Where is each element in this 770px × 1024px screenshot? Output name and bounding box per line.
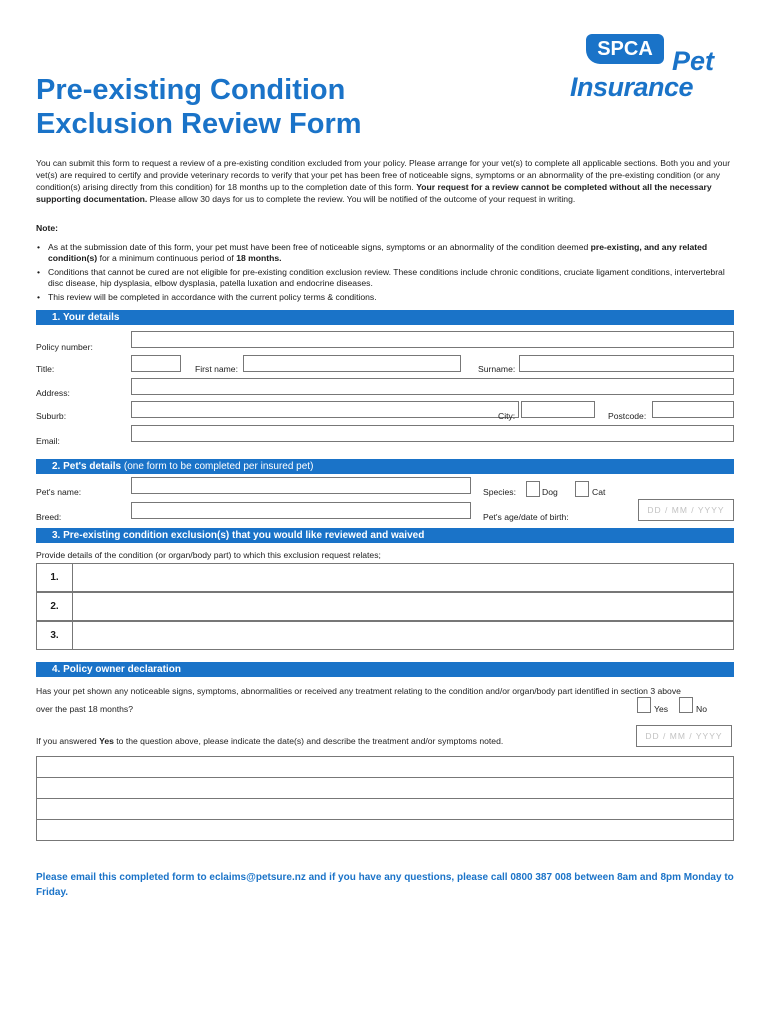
pets-name-label: Pet's name: xyxy=(36,487,82,497)
species-label: Species: xyxy=(483,487,516,497)
declaration-question-line-1: Has your pet shown any noticeable signs, symptoms, abnormalities or received any treatment relating to the condition and/or organ/body part identified in section 3 above xyxy=(36,686,681,696)
section-2-title: 2. Pet's details xyxy=(52,461,122,472)
note-b1-start: As at the submission date of this form, your pet must have been free of noticeable signs, symptoms or an abnormality of the condition deemed xyxy=(48,242,589,252)
section-4-title: 4. Policy owner declaration xyxy=(52,664,181,675)
policy-number-label: Policy number: xyxy=(36,342,93,352)
email-label: Email: xyxy=(36,436,60,446)
pet-age-label: Pet's age/date of birth: xyxy=(483,512,569,522)
condition-row-1[interactable] xyxy=(36,563,734,592)
section-4-heading xyxy=(36,662,734,677)
dog-checkbox[interactable] xyxy=(526,481,540,497)
condition-number-1: 1. xyxy=(37,564,73,591)
logo-badge: SPCA xyxy=(586,34,664,64)
logo-pet: Pet xyxy=(672,46,715,76)
logo-insurance: Insurance xyxy=(570,72,694,102)
page-title xyxy=(36,73,362,141)
first-name-label: First name: xyxy=(195,364,238,374)
section-1-title: 1. Your details xyxy=(52,312,120,323)
note-bullets xyxy=(36,242,736,306)
suburb-label: Suburb: xyxy=(36,411,67,421)
note-bullet-2: • Conditions that cannot be cured are not eligible for pre-existing condition exclusion review. These conditions include chronic conditions, cruciate ligament conditions, intervertebral disc disease, hip dysplasia, elbow dysplasia, patella luxation and endocrine diseases. xyxy=(36,267,736,289)
section-3-instruction: Provide details of the condition (or organ/body part) to which this exclusion request relates; xyxy=(36,550,381,560)
treatment-description-row-4[interactable] xyxy=(36,819,734,841)
condition-row-3[interactable] xyxy=(36,621,734,650)
condition-row-2[interactable] xyxy=(36,592,734,621)
city-input[interactable] xyxy=(521,401,595,418)
surname-label: Surname: xyxy=(478,364,516,374)
section-2-heading xyxy=(36,459,734,474)
breed-input[interactable] xyxy=(131,502,471,519)
title-line-2: Exclusion Review Form xyxy=(36,108,362,140)
followup-start: If you answered xyxy=(36,736,97,746)
no-label: No xyxy=(696,704,707,714)
title-input[interactable] xyxy=(131,355,181,372)
policy-number-input[interactable] xyxy=(131,331,734,348)
condition-number-3: 3. xyxy=(37,622,73,649)
treatment-description-row-1[interactable] xyxy=(36,756,734,778)
spca-pet-insurance-logo xyxy=(566,32,738,106)
condition-number-2: 2. xyxy=(37,593,73,620)
intro-bold: Your request for a review cannot be completed without all the necessary supporting documentation. xyxy=(36,182,712,204)
note-bullet-3: • This review will be completed in accordance with the current policy terms & conditions. xyxy=(36,292,736,303)
title-label: Title: xyxy=(36,364,55,374)
pet-dob-input[interactable]: DD / MM / YYYY xyxy=(638,499,734,521)
section-3-title: 3. Pre-existing condition exclusion(s) that you would like reviewed and waived xyxy=(52,530,425,541)
section-1-heading xyxy=(36,310,734,325)
pets-name-input[interactable] xyxy=(131,477,471,494)
no-checkbox[interactable] xyxy=(679,697,693,713)
suburb-input[interactable] xyxy=(131,401,519,418)
postcode-label: Postcode: xyxy=(608,411,647,421)
followup-bold: Yes xyxy=(99,736,114,746)
treatment-date-input[interactable]: DD / MM / YYYY xyxy=(636,725,732,747)
dog-label: Dog xyxy=(542,487,558,497)
footer-contact: Please email this completed form to eclaims@petsure.nz and if you have any questions, please call 0800 387 008 between 8am and 8pm Monday to Friday. xyxy=(36,872,734,898)
section-2-subtitle: (one form to be completed per insured pet) xyxy=(123,461,314,472)
surname-input[interactable] xyxy=(519,355,734,372)
treatment-description-row-3[interactable] xyxy=(36,798,734,820)
breed-label: Breed: xyxy=(36,512,62,522)
followup-instruction xyxy=(36,736,503,746)
note-b1-bold: pre-existing, and any related condition(s) xyxy=(48,242,708,263)
address-label: Address: xyxy=(36,388,70,398)
intro-tail: Please allow 30 days for us to complete the review. You will be notified of the outcome of your request in writing. xyxy=(149,194,576,204)
city-label: City: xyxy=(498,411,516,421)
yes-checkbox[interactable] xyxy=(637,697,651,713)
section-3-heading xyxy=(36,528,734,543)
yes-label: Yes xyxy=(654,704,669,714)
intro-text: You can submit this form to request a review of a pre-existing condition excluded from your policy. Please arrange for your vet(s) to complete all applicable sections. Both you and your vet(s) are required to certify and provide veterinary records to verify that your pet has been free of noticeable signs, symptoms or an abnormality of the pre-existing condition (or any condition(s) arising directly from this condition) for 18 months up to the completion date of this form. xyxy=(36,158,731,192)
first-name-input[interactable] xyxy=(243,355,461,372)
title-line-1: Pre-existing Condition xyxy=(36,74,346,106)
declaration-question-line-2: over the past 18 months? xyxy=(36,704,133,714)
note-b1-mid: for a minimum continuous period of xyxy=(99,253,234,263)
note-b1-bold2: 18 months. xyxy=(236,253,282,263)
note-label: Note: xyxy=(36,223,58,233)
intro-paragraph xyxy=(36,157,736,205)
treatment-description-row-2[interactable] xyxy=(36,777,734,799)
cat-checkbox[interactable] xyxy=(575,481,589,497)
followup-end: to the question above, please indicate the date(s) and describe the treatment and/or symptoms noted. xyxy=(116,736,504,746)
email-input[interactable] xyxy=(131,425,734,442)
postcode-input[interactable] xyxy=(652,401,734,418)
address-input[interactable] xyxy=(131,378,734,395)
note-bullet-1 xyxy=(36,242,736,264)
cat-label: Cat xyxy=(592,487,606,497)
